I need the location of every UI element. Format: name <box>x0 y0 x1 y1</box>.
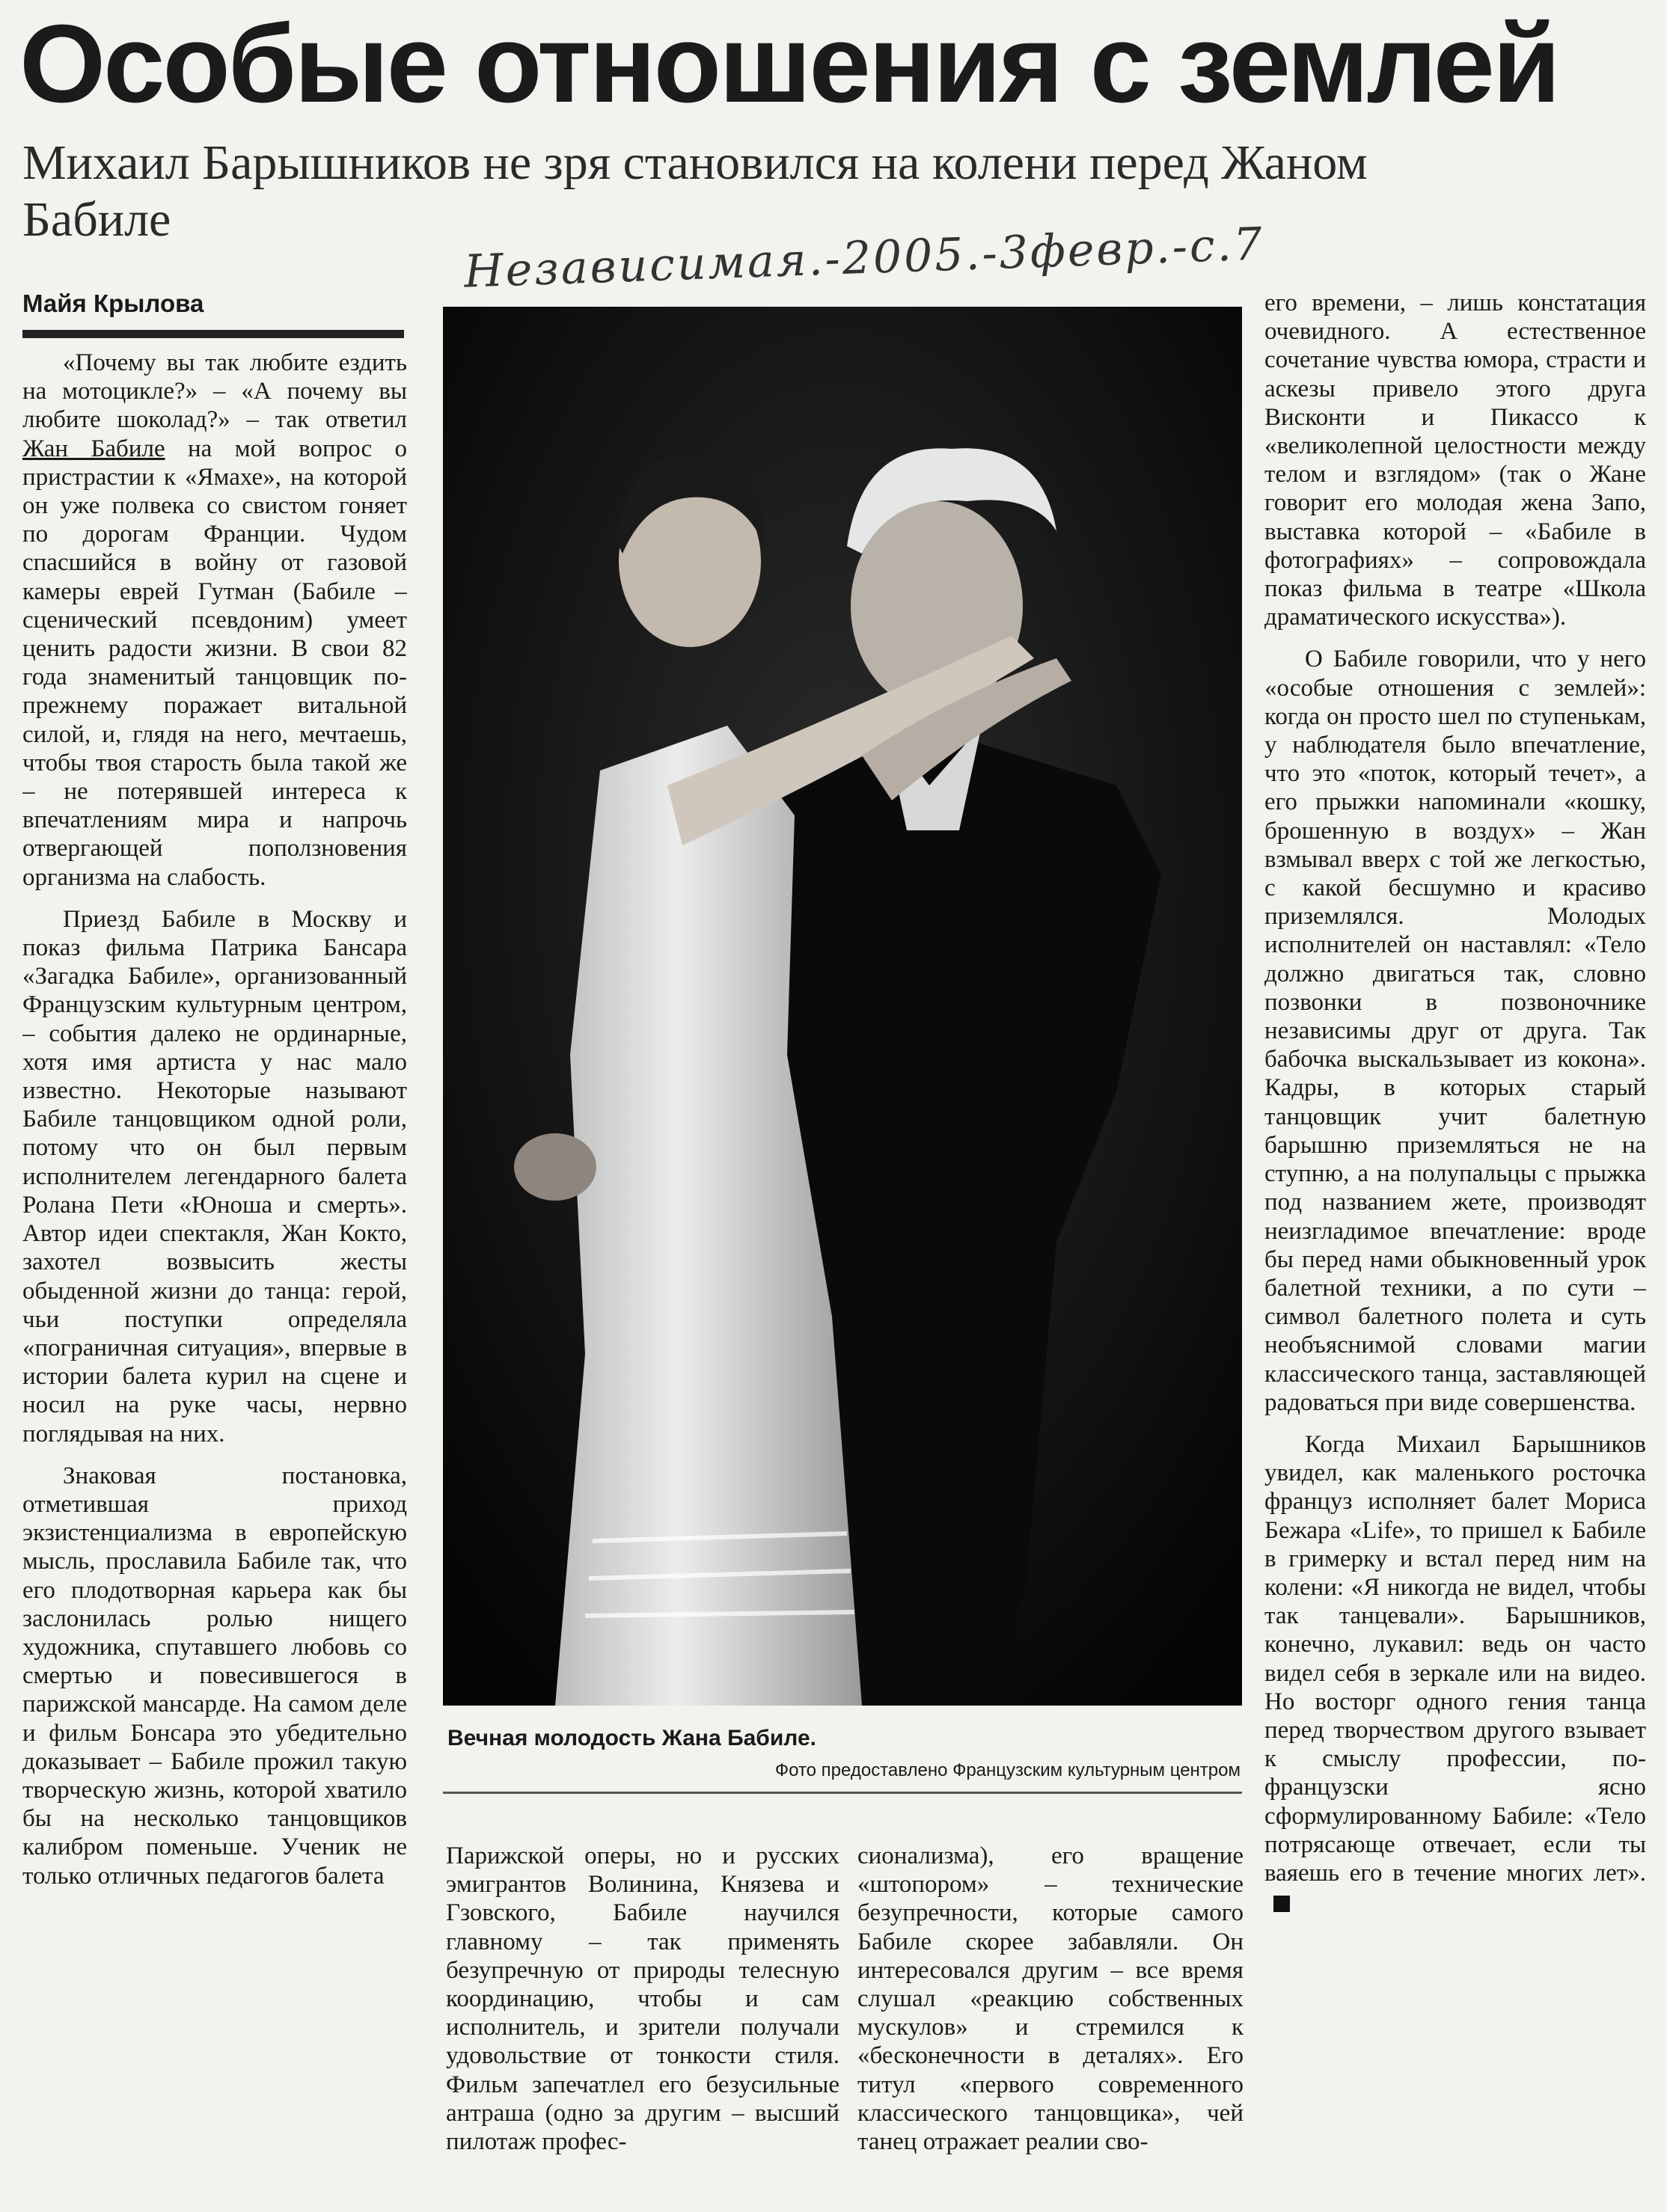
end-mark-icon <box>1273 1896 1290 1912</box>
photo-caption: Вечная молодость Жана Бабиле. <box>447 1726 816 1750</box>
handwritten-note: Независимая.-2005.-3февр.-с.7 <box>463 218 1265 298</box>
paragraph <box>1264 1430 1646 1916</box>
paragraph: Парижской оперы, но и русских эмигрантов Волинина, Князева и Гзовского, Бабиле научился главному – так применять безупречную от природы телесную координацию, чтобы и сам исполнитель, и зрители получали удовольствие от тонкости стиля. Фильм запечатлел его безусильные антраша (одно за другим – высший пилотаж профес- <box>446 1842 839 2156</box>
photo-credit: Фото предоставлено Французским культурным центром <box>774 1760 1241 1780</box>
article-column-1 <box>22 349 407 2196</box>
paragraph-text: «Почему вы так любите ездить на мотоцикле?» – «А почему вы любите шоколад?» – так ответил <box>22 349 407 434</box>
paragraph: О Бабиле говорили, что у него «особые отношения с землей»: когда он просто шел по ступенькам, у наблюдателя было впечатление, что это «поток, который течет», а его прыжки напоминали «кошку, брошенную в воздух» – Жан взмывал вверх с той же легкостью, с какой бесшумно и красиво приземлялся. Молодых исполнителей он наставлял: «Тело должно двигаться так, словно позвонки в позвоночнике независимы друг от друга. Так бабочка выскальзывает из кокона». Кадры, в которых старый танцовщик учит балетную барышню приземляться не на ступню, а на полупальцы с прыжка под названием жете, производят неизгладимое впечатление: вроде бы перед нами обыкновенный урок балетной техники, а по сути – символ балетного полета и суть необъяснимой словами магии классического танца, заставляющей радоваться при виде совершенства. <box>1264 646 1646 1416</box>
paragraph-text: на мой вопрос о пристрастии к «Ямахе», на которой он уже полвека со свистом гоняет по дорогам Франции. Чудом спасшийся в войну от газовой камеры еврей Гутман (Бабиле – сценический псевдоним) умеет ценить радости жизни. В свои 82 года знаменитый танцовщик по-прежнему поражает витальной силой, и, глядя на него, мечтаешь, чтобы твоя старость была такой же – не потерявшей интереса к впечатлениям мира и напрочь отвергающей поползновения организма на слабость. <box>22 435 407 891</box>
article-column-2b <box>857 1842 1244 2201</box>
headline: Особые отношения с землей <box>19 2 1559 126</box>
paragraph: Знаковая постановка, отметившая приход экзистенциализма в европейскую мысль, прославила Бабиле так, что его плодотворная карьера как бы заслонилась ролью нищего художника, спутавшего любовь со смертью и повесившегося в парижской мансарде. На самом деле и фильм Бонсара это убедительно доказывает – Бабиле прожил такую творческую жизнь, которой хватило бы на несколько танцовщиков калибром поменьше. Ученик не только отличных педагогов балета <box>22 1462 407 1890</box>
paragraph-text: Когда Михаил Барышников увидел, как маленького росточка француз исполняет балет Мориса Бежара «Life», то пришел к Бабиле в гримерку и встал перед ним на колени: «Я никогда не видел, чтобы так танцевали». Барышников, конечно, лукавил: ведь он часто видел себя в зеркале или на видео. Но восторг одного гения танца перед творчеством другого взывает к смыслу профессии, по-французски ясно сформулированному Бабиле: «Тело потрясающе отвечает, если ты ваяешь его в течение многих лет». <box>1264 1430 1646 1887</box>
article-column-2a <box>446 1842 839 2201</box>
subheadline: Михаил Барышников не зря становился на колени перед Жаном Бабиле <box>22 135 1368 247</box>
paragraph: сионализма), его вращение «штопором» – технические безупречности, которые самого Бабиле скорее забавляли. Он интересовался другим – все время слушал «реакцию собственных мускулов» и стремился к «бесконечности в деталях». Его титул «первого современного классического танцовщика», чей танец отражает реалии сво- <box>857 1842 1244 2156</box>
dancers-photo-illustration <box>443 307 1242 1706</box>
article-column-3 <box>1264 289 1646 2204</box>
paragraph: Приезд Бабиле в Москву и показ фильма Патрика Бансара «Загадка Бабиле», организованный Французским культурным центром, – события далеко не ординарные, хотя имя артиста у нас мало известно. Некоторые называют Бабиле танцовщиком одной роли, потому что он был первым исполнителем легендарного балета Ролана Пети «Юноша и смерть». Автор идеи спектакля, Жан Кокто, захотел возвысить жесты обыденной жизни до танца: герой, чьи поступки определяла «пограничная ситуация», впервые в истории балета курил на сцене и носил на руке часы, нервно поглядывая на них. <box>22 905 407 1447</box>
paragraph <box>22 349 407 892</box>
paragraph: его времени, – лишь констатация очевидного. А естественное сочетание чувства юмора, страсти и аскезы привело этого друга Висконти и Пикассо к «великолепной целостности между телом и взглядом» (так о Жане говорит его молодая жена Запо, выставка которой – «Бабиле в фотографиях» – сопровождала показ фильма в театре «Школа драматического искусства»). <box>1264 289 1646 631</box>
byline: Майя Крылова <box>22 288 404 338</box>
underlined-name: Жан Бабиле <box>22 435 165 462</box>
divider <box>443 1792 1242 1794</box>
article-photo <box>443 307 1242 1706</box>
